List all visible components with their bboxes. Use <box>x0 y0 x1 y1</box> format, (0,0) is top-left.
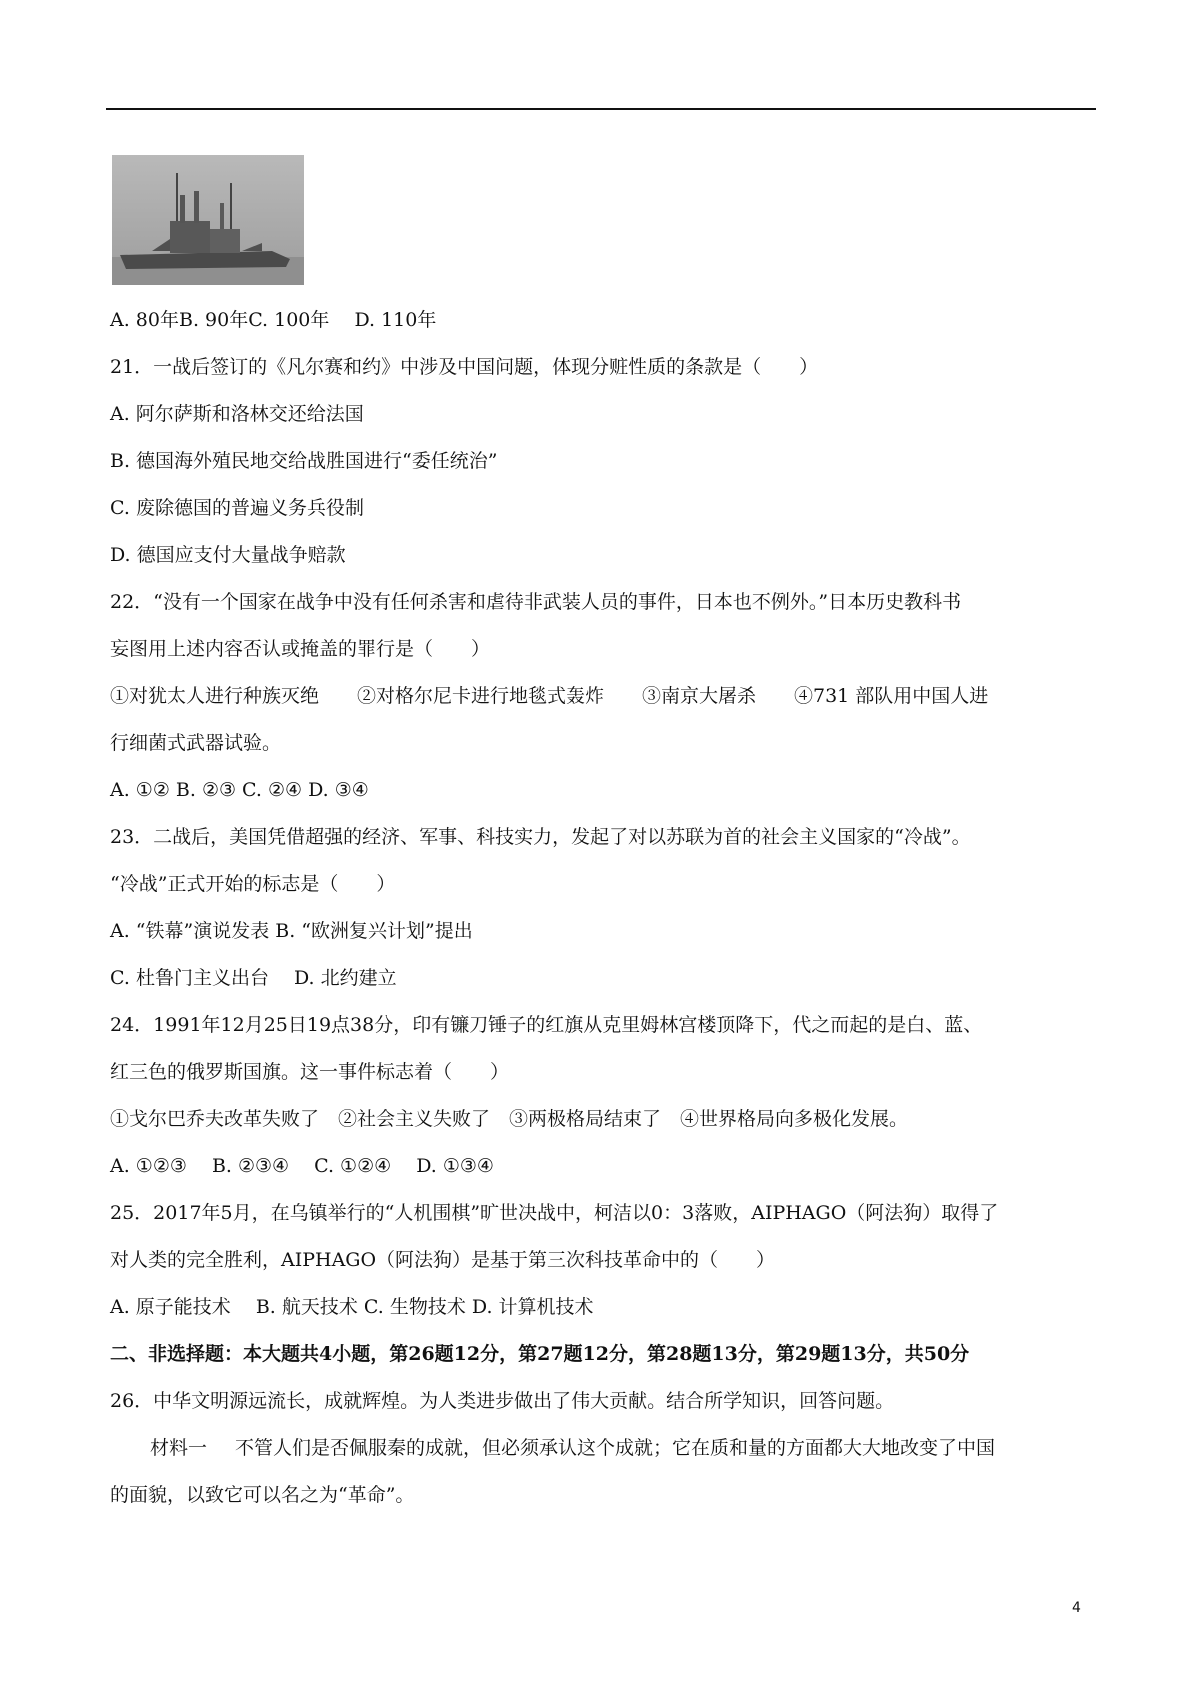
page-number: 4 <box>1072 1600 1081 1616</box>
question-25: 25．2017年5月，在乌镇举行的“人机围棋”旷世决战中，柯洁以0：3落败，AIPHAGO（阿法狗）取得了 <box>110 1202 999 1224</box>
exam-page-content <box>110 308 1100 1530</box>
q23-options-cd: C. 杜鲁门主义出台 D. 北约建立 <box>110 967 397 989</box>
question-22-cont: 妄图用上述内容否认或掩盖的罪行是（ ） <box>110 638 491 660</box>
q21-option-a: A. 阿尔萨斯和洛林交还给法国 <box>110 403 364 425</box>
material-1-text: 不管人们是否佩服秦的成就，但必须承认这个成就；它在质和量的方面都大大地改变了中国 <box>235 1437 996 1459</box>
question-23: 23．二战后，美国凭借超强的经济、军事、科技实力，发起了对以苏联为首的社会主义国家的“冷战”。 <box>110 826 971 848</box>
section-2-heading: 二、非选择题：本大题共4小题，第26题12分，第27题12分，第28题13分，第29题13分，共50分 <box>110 1343 970 1365</box>
question-24: 24．1991年12月25日19点38分，印有镰刀锤子的红旗从克里姆林宫楼顶降下，代之而起的是白、蓝、 <box>110 1014 983 1036</box>
q25-options: A. 原子能技术 B. 航天技术 C. 生物技术 D. 计算机技术 <box>110 1296 594 1318</box>
question-23-cont: “冷战”正式开始的标志是（ ） <box>110 873 396 895</box>
header-rule <box>106 108 1096 110</box>
material-1-label: 材料一 <box>150 1437 208 1459</box>
q22-options: A. ①② B. ②③ C. ②④ D. ③④ <box>110 779 369 801</box>
q23-options-ab: A. “铁幕”演说发表 B. “欧洲复兴计划”提出 <box>110 920 473 942</box>
question-25-cont: 对人类的完全胜利，AIPHAGO（阿法狗）是基于第三次科技革命中的（ ） <box>110 1249 776 1271</box>
q21-option-b: B. 德国海外殖民地交给战胜国进行“委任统治” <box>110 450 498 472</box>
q21-option-c: C. 废除德国的普遍义务兵役制 <box>110 497 364 519</box>
q20-options: A. 80年B. 90年C. 100年 D. 110年 <box>110 309 437 331</box>
material-1 <box>110 1436 1100 1460</box>
question-21: 21．一战后签订的《凡尔赛和约》中涉及中国问题，体现分赃性质的条款是（ ） <box>110 356 819 378</box>
q24-options: A. ①②③ B. ②③④ C. ①②④ D. ①③④ <box>110 1155 494 1177</box>
q21-option-d: D. 德国应支付大量战争赔款 <box>110 544 346 566</box>
q22-items-cont: 行细菌式武器试验。 <box>110 732 282 754</box>
q22-items: ①对犹太人进行种族灭绝 ②对格尔尼卡进行地毯式轰炸 ③南京大屠杀 ④731 部队用中国人进 <box>110 685 989 707</box>
question-26: 26．中华文明源远流长，成就辉煌。为人类进步做出了伟大贡献。结合所学知识，回答问题。 <box>110 1390 895 1412</box>
q24-items: ①戈尔巴乔夫改革失败了 ②社会主义失败了 ③两极格局结束了 ④世界格局向多极化发展。 <box>110 1108 909 1130</box>
battleship-photo-icon <box>112 155 304 285</box>
question-22: 22．“没有一个国家在战争中没有任何杀害和虐待非武装人员的事件，日本也不例外。”日本历史教科书 <box>110 591 962 613</box>
question-24-cont: 红三色的俄罗斯国旗。这一事件标志着（ ） <box>110 1061 510 1083</box>
material-1-cont: 的面貌，以致它可以名之为“革命”。 <box>110 1484 415 1506</box>
